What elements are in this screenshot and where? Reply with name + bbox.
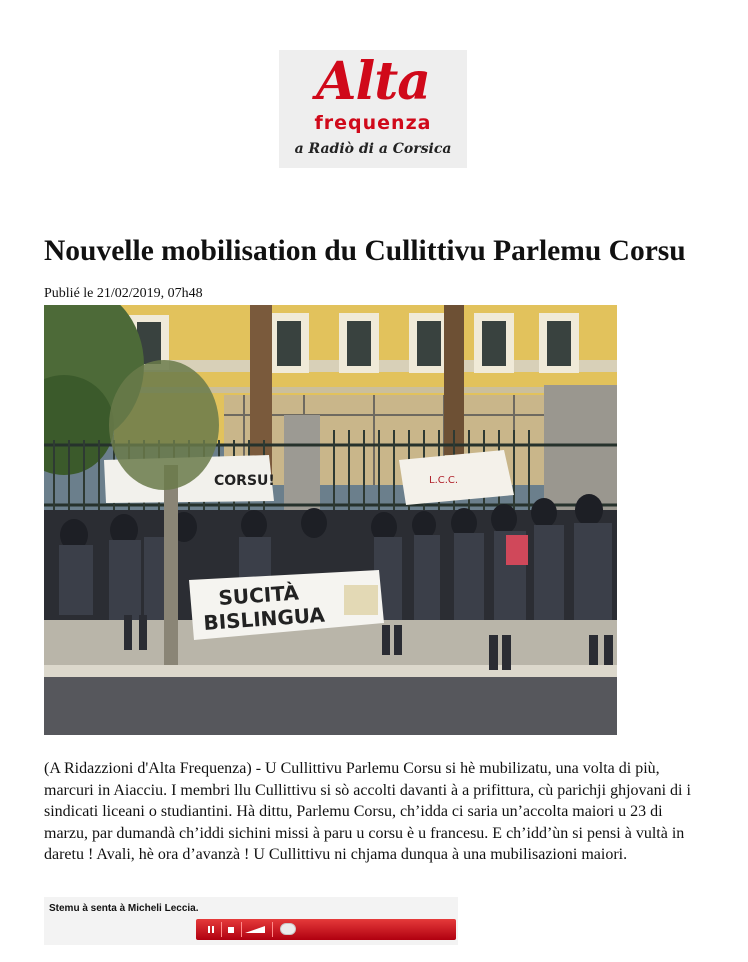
article-body: (A Ridazzioni d'Alta Frequenza) - U Cullittivu Parlemu Corsu si hè mubilizatu, una volta di più, marcuri in Aiacciu. I membri llu Cullittivu si sò accolti davanti à a prifittura, cù parichji ghjovani di i sindicati liceani o studiantini. Hà dittu, Parlemu Corsu, ch’idda ci saria un’accolta maiori u 23 di marzu, par dumandà ch’iddi sichini missi à paru u corsu è u francesu. E ch’idd’ùn si pensi à vultà in daretu ! Avali, hè ora d’avanzà ! U Cullittivu ni chjama dunqua à una mubilisazioni maiori. [44,760,691,863]
logo-name: Alta [316,51,430,112]
stop-icon[interactable] [222,922,240,937]
logo-subtitle: a Radiò di a Corsica [294,141,452,157]
publish-date: Publié le 21/02/2019, 07h48 [44,286,203,301]
site-logo[interactable] [279,50,467,168]
volume-icon[interactable] [242,922,268,937]
audio-player [44,897,458,945]
player-label: Stemu à senta à Micheli Leccia. [49,903,199,914]
banner-main-line2: BISLINGUA [202,602,326,635]
banner-main-line1: SUCITÀ [217,580,300,610]
article-title: Nouvelle mobilisation du Cullittivu Parlemu Corsu [44,235,686,267]
banner-right-text: L.C.C. [429,475,459,486]
banner-left-text: CORSU! [214,473,275,489]
logo-tagline: frequenza [314,112,432,134]
player-controls [196,919,456,940]
article-photo [44,305,617,735]
seek-slider[interactable] [280,923,296,935]
pause-icon[interactable] [202,922,220,937]
